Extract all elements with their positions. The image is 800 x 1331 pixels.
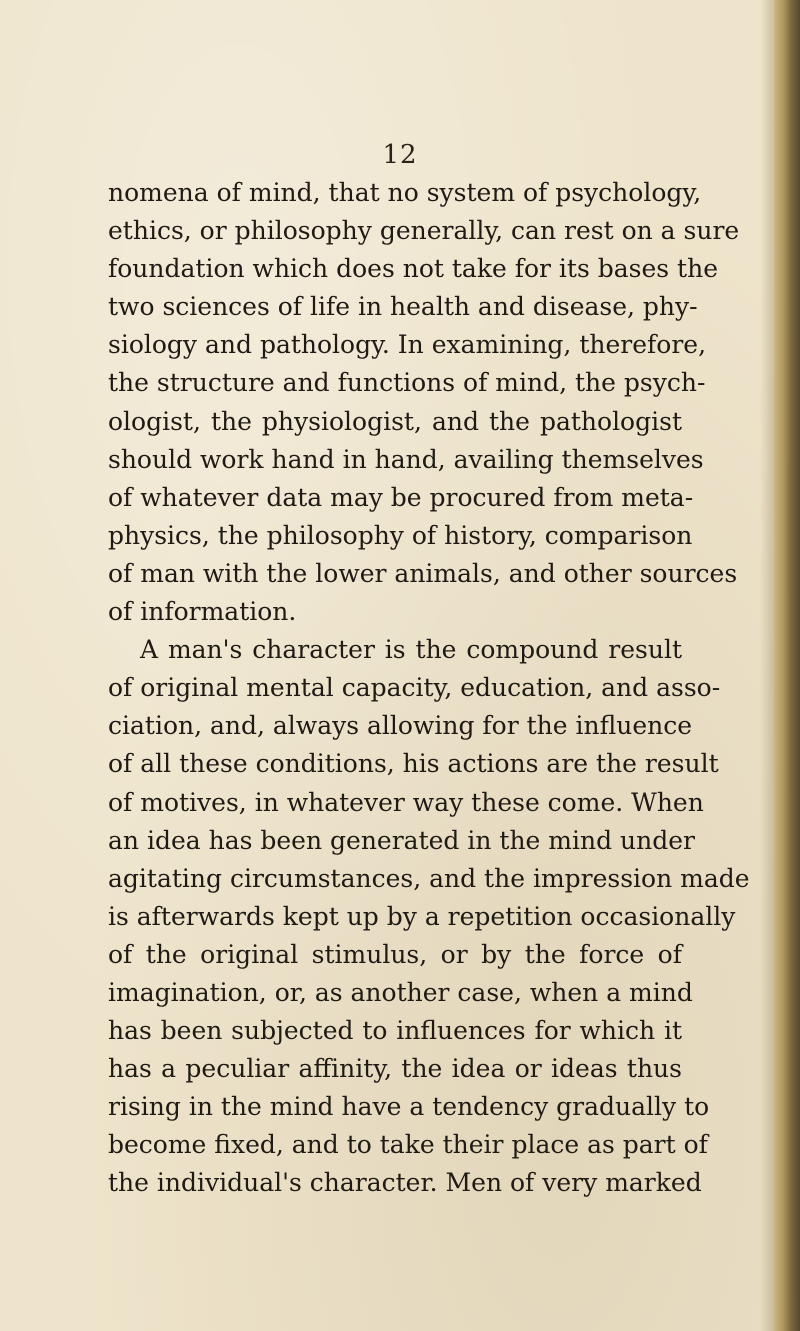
text-line: physics, the philosophy of history, comparison <box>108 520 693 550</box>
page-shadow <box>760 0 774 1331</box>
page-edge <box>774 0 800 1331</box>
text-line: siology and pathology. In examining, therefore, <box>108 330 707 360</box>
text-line: of information. <box>108 597 297 627</box>
text-line: should work hand in hand, availing themselves <box>108 444 704 474</box>
text-line: of all these conditions, his actions are the result <box>108 749 719 779</box>
text-line: the individual's character. Men of very marked <box>108 1168 702 1198</box>
text-line: imagination, or, as another case, when a mind <box>108 977 693 1007</box>
text-line: has been subjected to influences for which it <box>108 1016 682 1046</box>
body-text <box>108 174 750 1203</box>
text-line: agitating circumstances, and the impression made <box>108 863 750 893</box>
text-line: of original mental capacity, education, and asso- <box>108 673 721 703</box>
text-line: nomena of mind, that no system of psychology, <box>108 178 702 207</box>
text-line: of whatever data may be procured from meta- <box>108 482 694 512</box>
text-line: is afterwards kept up by a repetition occasionally <box>108 901 736 931</box>
text-line: two sciences of life in health and disease, phy- <box>108 292 698 322</box>
text-line: A man's character is the compound result <box>140 635 682 665</box>
text-line: of man with the lower animals, and other sources <box>108 558 738 588</box>
text-line: of the original stimulus, or by the force of <box>108 939 682 969</box>
text-line: of motives, in whatever way these come. When <box>108 787 704 817</box>
text-line: ethics, or philosophy generally, can rest on a sure <box>108 216 740 246</box>
text-line: ologist, the physiologist, and the pathologist <box>108 406 682 436</box>
text-line: ciation, and, always allowing for the influence <box>108 711 693 741</box>
page-number: 12 <box>382 140 418 170</box>
text-line: become fixed, and to take their place as part of <box>108 1130 708 1160</box>
text-line: rising in the mind have a tendency gradually to <box>108 1092 710 1122</box>
text-line: an idea has been generated in the mind under <box>108 825 695 855</box>
text-line: has a peculiar affinity, the idea or ideas thus <box>108 1054 682 1084</box>
text-line: the structure and functions of mind, the psych- <box>108 368 706 398</box>
text-line: foundation which does not take for its bases the <box>108 254 718 284</box>
